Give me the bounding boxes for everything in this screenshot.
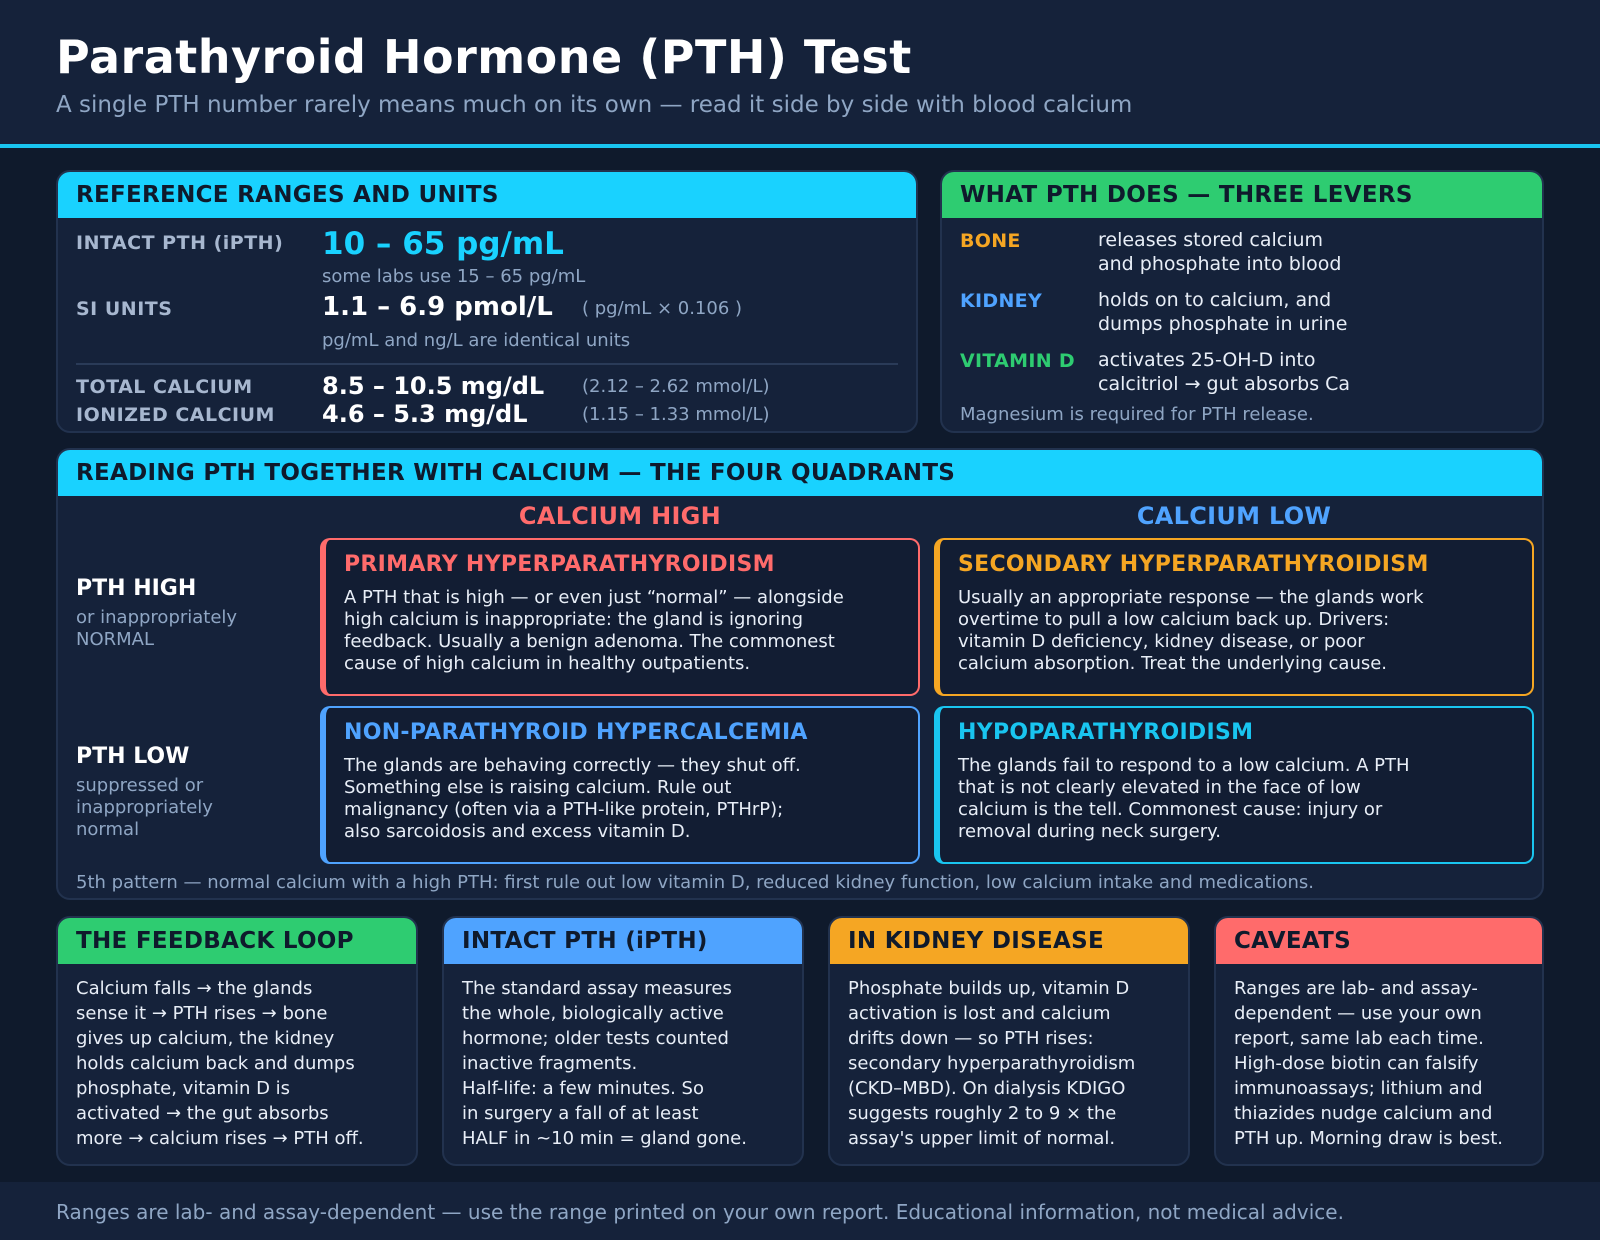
card-caveats-heading: CAVEATS	[1216, 918, 1542, 964]
lever-vitamin-d-name: VITAMIN D	[960, 350, 1075, 372]
reference-ranges-panel	[56, 170, 918, 433]
quadrant-hypo-title: HYPOPARATHYROIDISM	[958, 720, 1254, 745]
row-pth-low-sub: suppressed or inappropriately normal	[76, 775, 213, 840]
quadrants-heading: READING PTH TOGETHER WITH CALCIUM — THE FOUR QUADRANTS	[58, 450, 1542, 496]
row-pth-high-sub: or inappropriately NORMAL	[76, 607, 238, 650]
lever-bone-desc: releases stored calcium and phosphate into blood	[1098, 229, 1342, 275]
page-header	[0, 0, 1600, 148]
quadrant-hypo-body: The glands fail to respond to a low calcium. A PTH that is not clearly elevated in the face of low calcium is the tell. Commonest cause: injury or removal during neck surgery.	[958, 755, 1410, 842]
lever-kidney-name: KIDNEY	[960, 290, 1043, 312]
card-kidney-disease	[828, 916, 1190, 1166]
card-intact-pth	[442, 916, 804, 1166]
card-intact-body: The standard assay measures the whole, biologically active hormone; older tests counted inactive fragments. Half-life: a few minutes. So in surgery a fall of at least HALF in ~10 min = gland gone.	[462, 978, 747, 1149]
total-calcium-value: 8.5 – 10.5 mg/dL	[322, 372, 545, 400]
card-intact-heading: INTACT PTH (iPTH)	[444, 918, 802, 964]
si-units-label: SI UNITS	[76, 298, 173, 320]
page-subtitle: A single PTH number rarely means much on its own — read it side by side with blood calcium	[56, 92, 1133, 118]
quadrant-primary-body: A PTH that is high — or even just “normal” — alongside high calcium is inappropriate: the gland is ignoring feedback. Usually a benign adenoma. The commonest cause of high calcium in healthy outpatients.	[344, 587, 844, 674]
fifth-pattern-note: 5th pattern — normal calcium with a high PTH: first rule out low vitamin D, reduced kidney function, low calcium intake and medications.	[76, 872, 1315, 893]
pth-levers-panel	[940, 170, 1544, 433]
lever-bone-name: BONE	[960, 230, 1021, 252]
card-feedback-body: Calcium falls → the glands sense it → PTH rises → bone gives up calcium, the kidney holds calcium back and dumps phosphate, vitamin D is activated → the gut absorbs more → calcium rises → PTH off.	[76, 978, 364, 1149]
si-conversion: ( pg/mL × 0.106 )	[582, 298, 743, 319]
intact-pth-value: 10 – 65 pg/mL	[322, 226, 564, 262]
footer-disclaimer: Ranges are lab- and assay-dependent — use the range printed on your own report. Educational information, not medical advice.	[56, 1200, 1344, 1224]
lever-kidney-desc: holds on to calcium, and dumps phosphate in urine	[1098, 289, 1348, 335]
quadrant-secondary	[934, 538, 1534, 696]
quadrant-hypo	[934, 706, 1534, 864]
row-pth-high	[76, 576, 306, 651]
quadrant-secondary-title: SECONDARY HYPERPARATHYROIDISM	[958, 552, 1429, 577]
card-caveats	[1214, 916, 1544, 1166]
reference-ranges-heading: REFERENCE RANGES AND UNITS	[58, 172, 916, 218]
row-pth-low-title: PTH LOW	[76, 744, 190, 769]
card-kidney-body: Phosphate builds up, vitamin D activation is lost and calcium drifts down — so PTH rises: secondary hyperparathyroidism (CKD–MBD). On dialysis KDIGO suggests roughly 2 to 9 × the assay's upper limit of normal.	[848, 978, 1136, 1149]
ionized-calcium-value: 4.6 – 5.3 mg/dL	[322, 400, 528, 428]
reference-divider	[76, 363, 898, 365]
si-units-value: 1.1 – 6.9 pmol/L	[322, 292, 553, 322]
total-calcium-si: (2.12 – 2.62 mmol/L)	[582, 376, 770, 397]
card-feedback-loop	[56, 916, 418, 1166]
quadrant-nonparathyroid-body: The glands are behaving correctly — they shut off. Something else is raising calcium. Rule out malignancy (often via a PTH-like protein, PTHrP); also sarcoidosis and excess vitamin D.	[344, 755, 801, 842]
ionized-calcium-label: IONIZED CALCIUM	[76, 404, 275, 426]
intact-pth-label: INTACT PTH (iPTH)	[76, 232, 284, 254]
row-pth-high-title: PTH HIGH	[76, 576, 197, 601]
quadrant-nonparathyroid	[320, 706, 920, 864]
card-caveats-body: Ranges are lab- and assay- dependent — use your own report, same lab each time. High-dose biotin can falsify immunoassays; lithium and thiazides nudge calcium and PTH up. Morning draw is best.	[1234, 978, 1504, 1149]
quadrants-panel	[56, 448, 1544, 900]
intact-pth-note: some labs use 15 – 65 pg/mL	[322, 266, 586, 287]
quadrant-primary-title: PRIMARY HYPERPARATHYROIDISM	[344, 552, 775, 577]
page-title: Parathyroid Hormone (PTH) Test	[56, 30, 912, 84]
lever-vitamin-d-desc: activates 25-OH-D into calcitriol → gut absorbs Ca	[1098, 349, 1351, 395]
pth-levers-heading: WHAT PTH DOES — THREE LEVERS	[942, 172, 1542, 218]
ionized-calcium-si: (1.15 – 1.33 mmol/L)	[582, 404, 770, 425]
quadrant-nonparathyroid-title: NON-PARATHYROID HYPERCALCEMIA	[344, 720, 808, 745]
column-calcium-high: CALCIUM HIGH	[518, 502, 722, 530]
quadrant-primary	[320, 538, 920, 696]
column-calcium-low: CALCIUM LOW	[1136, 502, 1332, 530]
page-footer	[0, 1182, 1600, 1240]
card-kidney-heading: IN KIDNEY DISEASE	[830, 918, 1188, 964]
magnesium-note: Magnesium is required for PTH release.	[960, 404, 1314, 425]
total-calcium-label: TOTAL CALCIUM	[76, 376, 253, 398]
quadrant-secondary-body: Usually an appropriate response — the glands work overtime to pull a low calcium back up. Drivers: vitamin D deficiency, kidney disease, or poor calcium absorption. Treat the underlying cause.	[958, 587, 1424, 674]
si-units-note: pg/mL and ng/L are identical units	[322, 330, 631, 351]
row-pth-low	[76, 744, 306, 841]
card-feedback-heading: THE FEEDBACK LOOP	[58, 918, 416, 964]
